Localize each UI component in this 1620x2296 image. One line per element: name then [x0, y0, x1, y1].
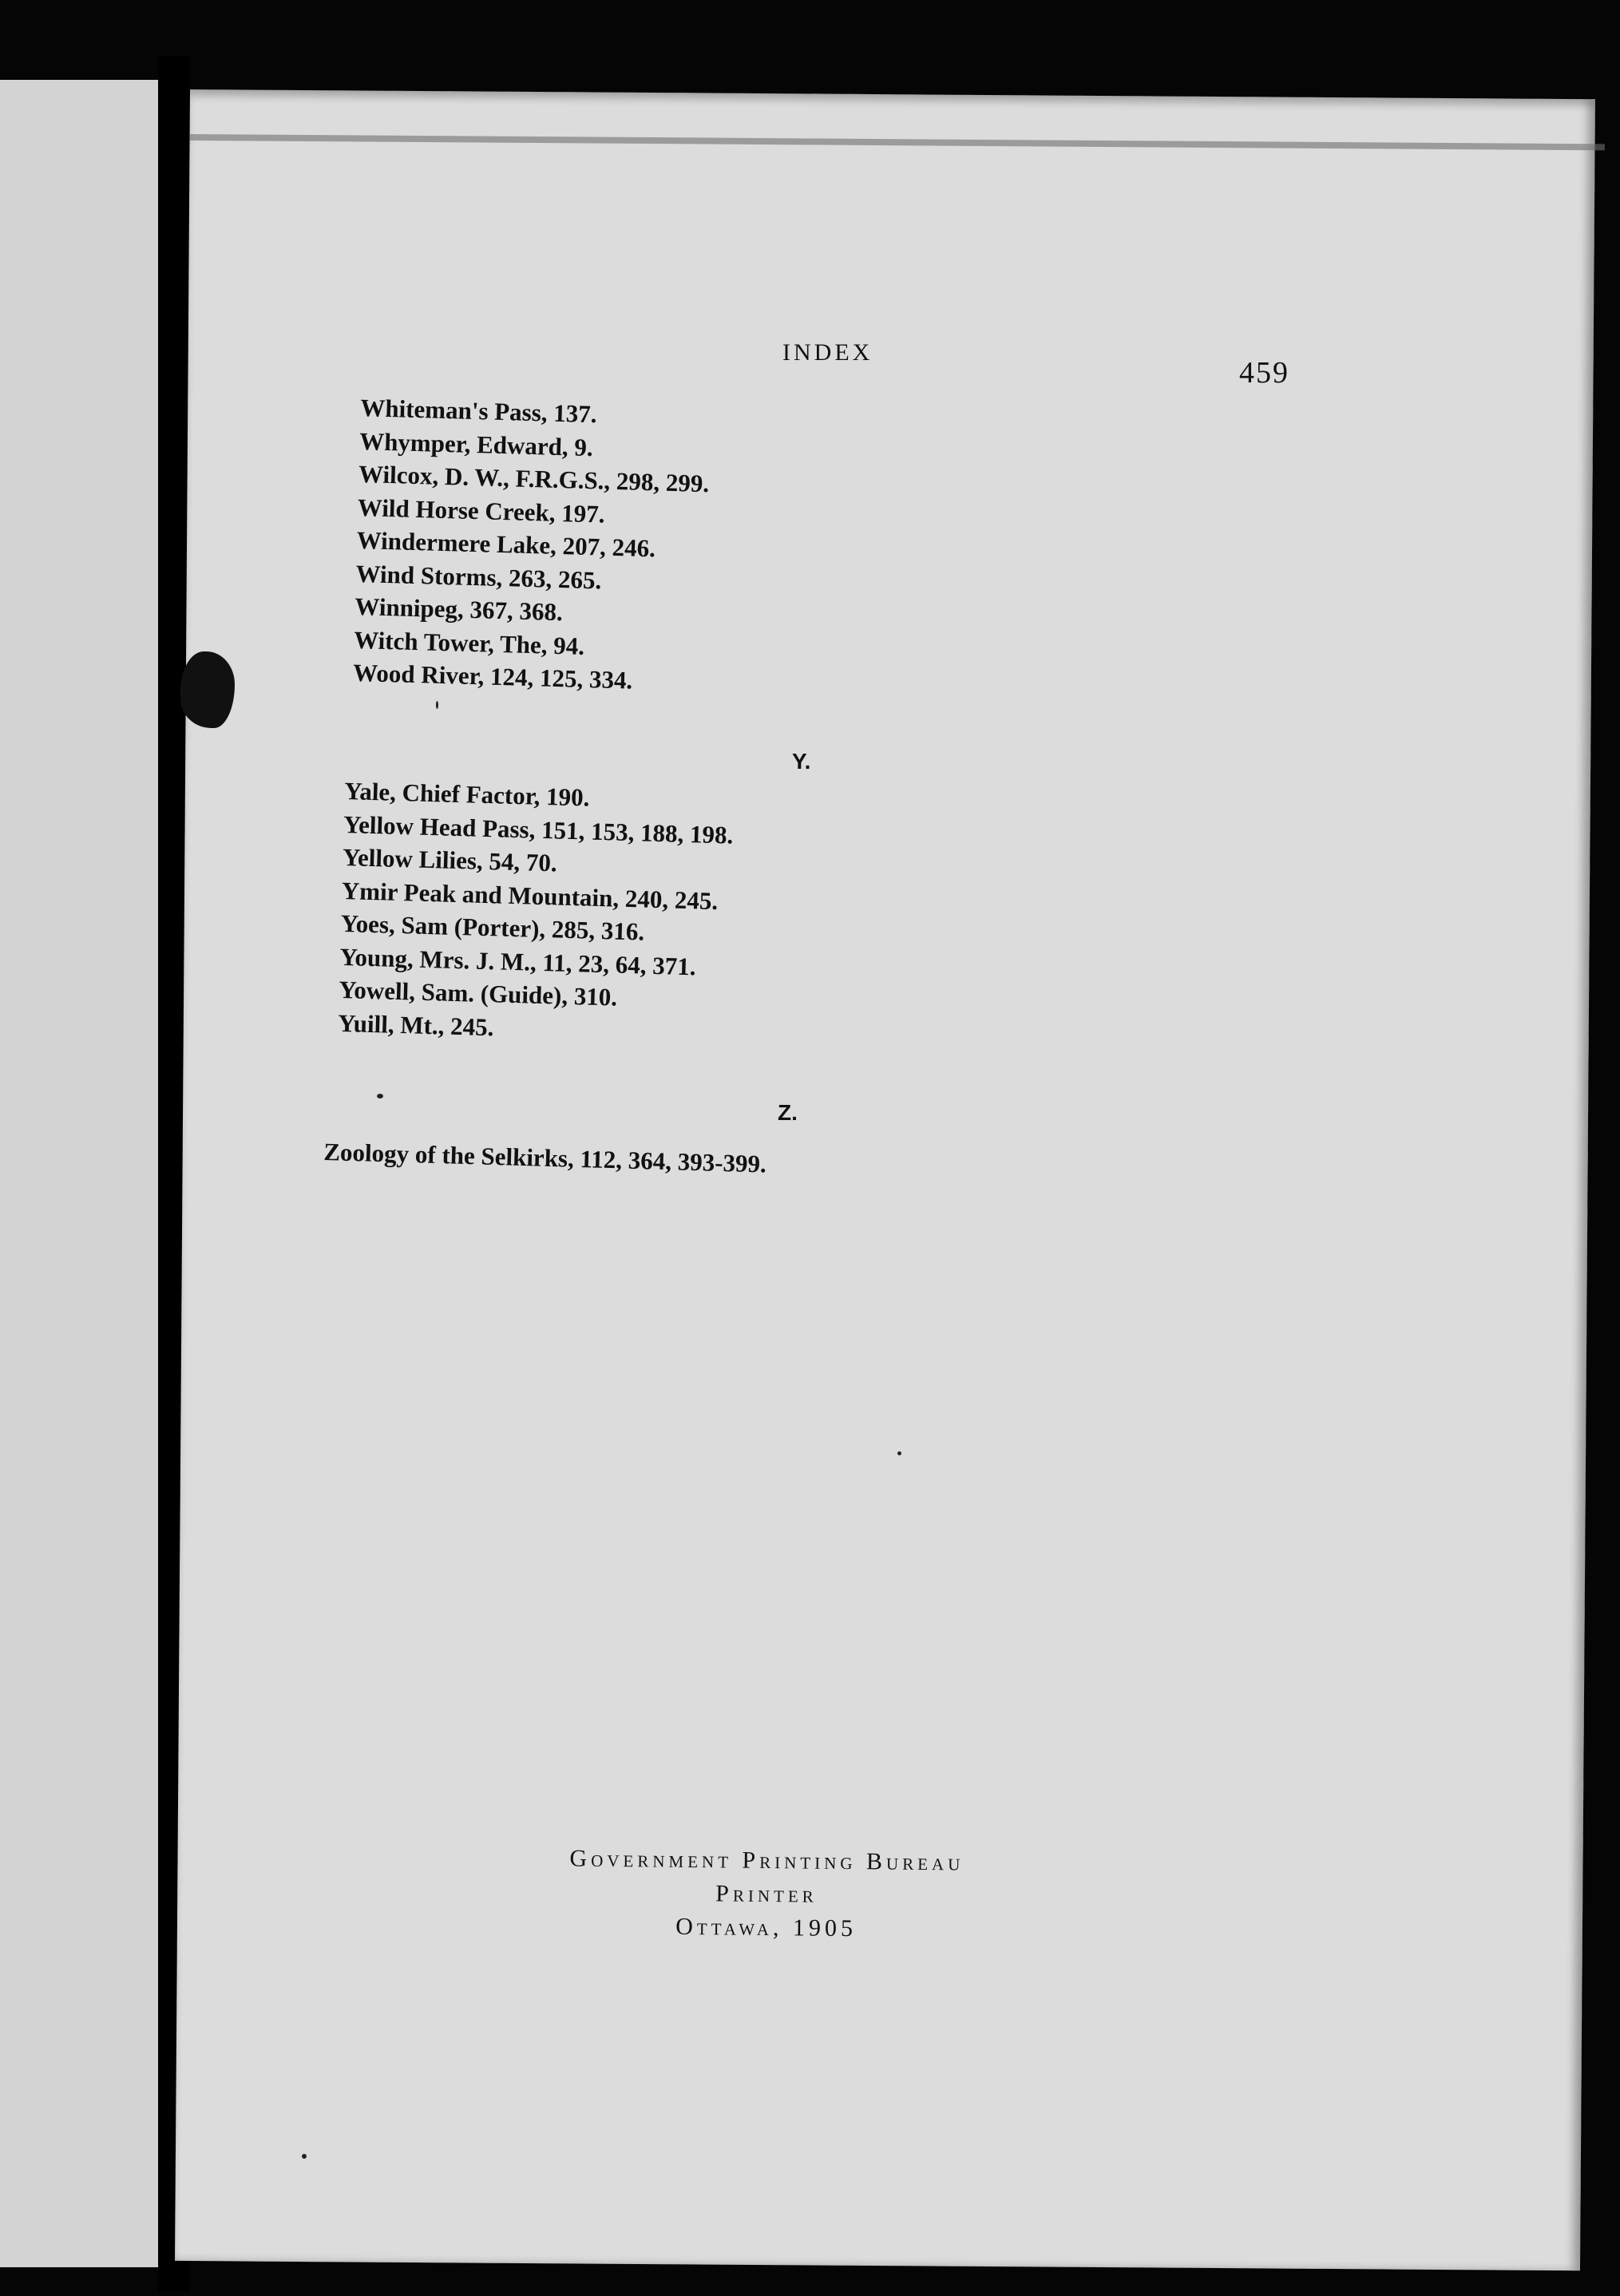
ink-smudge [180, 651, 235, 728]
paper-speck [302, 2154, 307, 2159]
section-letter-z: Z. [778, 1100, 798, 1125]
index-entry: Wild Horse Creek, 197. [357, 493, 606, 528]
index-entry: Wind Storms, 263, 265. [355, 559, 602, 594]
section-letter-y: Y. [792, 749, 811, 774]
index-entry: Ymir Peak and Mountain, 240, 245. [341, 876, 719, 915]
index-entry: Yale, Chief Factor, 190. [343, 776, 590, 812]
imprint-line: Printer [715, 1880, 818, 1908]
index-section-w [353, 391, 712, 699]
index-entry: Witch Tower, The, 94. [353, 625, 585, 660]
index-entry: Yuill, Mt., 245. [337, 1008, 494, 1041]
index-entry: Yellow Lilies, 54, 70. [342, 842, 558, 877]
index-entry: Yoes, Sam (Porter), 285, 316. [340, 909, 645, 946]
running-head: INDEX [782, 339, 873, 366]
index-entry: Whiteman's Pass, 137. [359, 393, 598, 429]
facing-page-edge [0, 80, 158, 2267]
index-entry: Whymper, Edward, 9. [358, 426, 594, 461]
index-entry: Zoology of the Selkirks, 112, 364, 393-399. [323, 1137, 767, 1178]
page-number: 459 [1239, 356, 1289, 390]
index-entry: Wood River, 124, 125, 334. [352, 658, 633, 695]
index-entry: Winnipeg, 367, 368. [354, 592, 564, 627]
imprint-line: Ottawa, 1905 [675, 1913, 858, 1942]
imprint-line: Government Printing Bureau [569, 1845, 964, 1876]
index-entry: Young, Mrs. J. M., 11, 23, 64, 371. [339, 942, 697, 980]
index-entry: Yellow Head Pass, 151, 153, 188, 198. [343, 810, 734, 849]
printer-imprint [510, 1842, 1022, 1948]
paper-speck [436, 701, 438, 709]
paper-speck [377, 1094, 383, 1099]
paper-speck [897, 1451, 901, 1455]
index-entry: Wilcox, D. W., F.R.G.S., 298, 299. [358, 459, 710, 498]
index-entry: Yowell, Sam. (Guide), 310. [338, 975, 618, 1011]
index-section-y [338, 774, 735, 1051]
index-entry: Windermere Lake, 207, 246. [356, 525, 656, 563]
